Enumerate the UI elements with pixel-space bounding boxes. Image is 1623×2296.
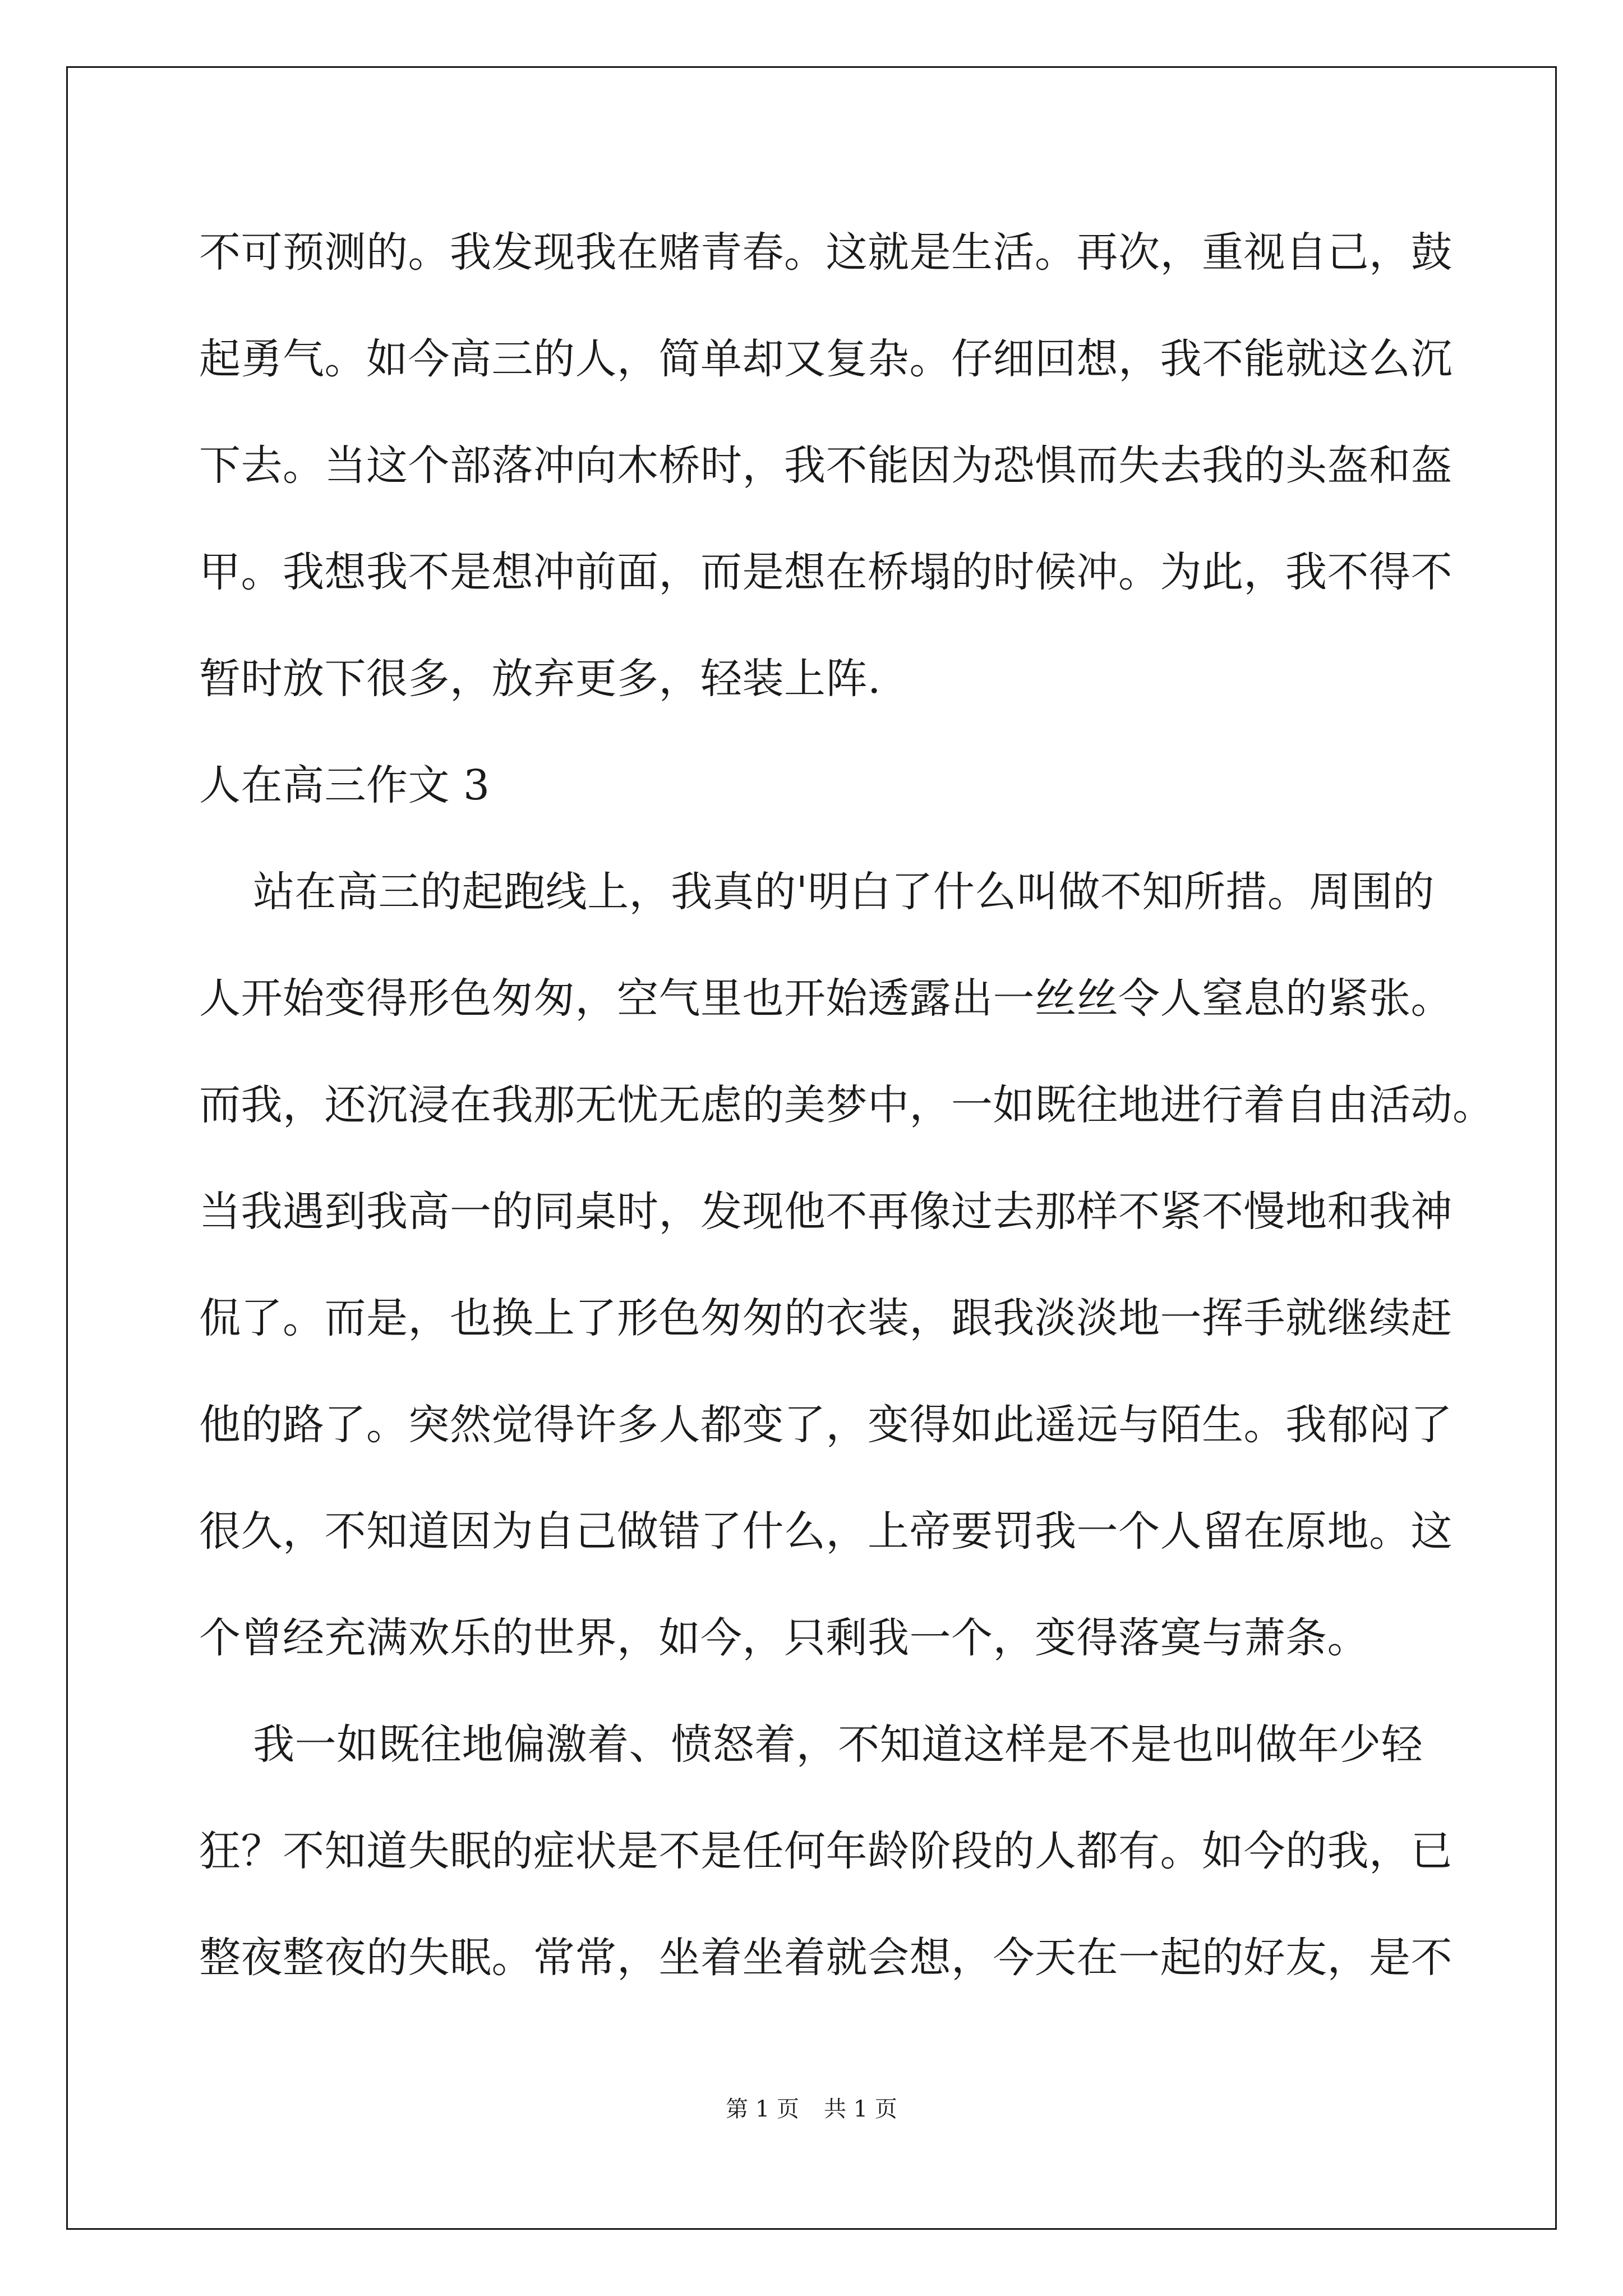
text-line: 个曾经充满欢乐的世界，如今，只剩我一个，变得落寞与萧条。 — [199, 1614, 1369, 1662]
page-number: 第 1 页 — [726, 2096, 799, 2122]
text-line: 不可预测的。我发现我在赌青春。这就是生活。再次，重视自己，鼓 — [199, 228, 1453, 277]
section-heading: 人在高三作文 3 — [199, 761, 490, 809]
page-frame — [66, 66, 1557, 2230]
page-total: 共 1 页 — [824, 2096, 897, 2122]
text-line: 人开始变得形色匆匆，空气里也开始透露出一丝丝令人窒息的紧张。 — [199, 974, 1453, 1023]
text-line: 暂时放下很多，放弃更多，轻装上阵. — [199, 655, 882, 703]
text-line: 起勇气。如今高三的人，简单却又复杂。仔细回想，我不能就这么沉 — [199, 335, 1453, 383]
text-line: 甲。我想我不是想冲前面，而是想在桥塌的时候冲。为此，我不得不 — [199, 548, 1453, 596]
text-line: 下去。当这个部落冲向木桥时，我不能因为恐惧而失去我的头盔和盔 — [199, 441, 1453, 490]
text-line: 狂？不知道失眠的症状是不是任何年龄阶段的人都有。如今的我，已 — [199, 1827, 1453, 1875]
text-line: 侃了。而是，也换上了形色匆匆的衣装，跟我淡淡地一挥手就继续赶 — [199, 1294, 1453, 1342]
text-line: 很久，不知道因为自己做错了什么，上帝要罚我一个人留在原地。这 — [199, 1507, 1453, 1556]
paragraph-start-line: 我一如既往地偏激着、愤怒着，不知道这样是不是也叫做年少轻 — [199, 1720, 1423, 1769]
text-line: 而我，还沉浸在我那无忧无虑的美梦中，一如既往地进行着自由活动。 — [199, 1081, 1495, 1129]
text-line: 整夜整夜的失眠。常常，坐着坐着就会想，今天在一起的好友，是不 — [199, 1934, 1453, 1982]
page-footer — [0, 2091, 1623, 2123]
text-line: 当我遇到我高一的同桌时，发现他不再像过去那样不紧不慢地和我神 — [199, 1188, 1453, 1236]
paragraph-start-line: 站在高三的起跑线上，我真的'明白了什么叫做不知所措。周围的 — [199, 868, 1435, 916]
text-line: 他的路了。突然觉得许多人都变了，变得如此遥远与陌生。我郁闷了 — [199, 1401, 1453, 1449]
